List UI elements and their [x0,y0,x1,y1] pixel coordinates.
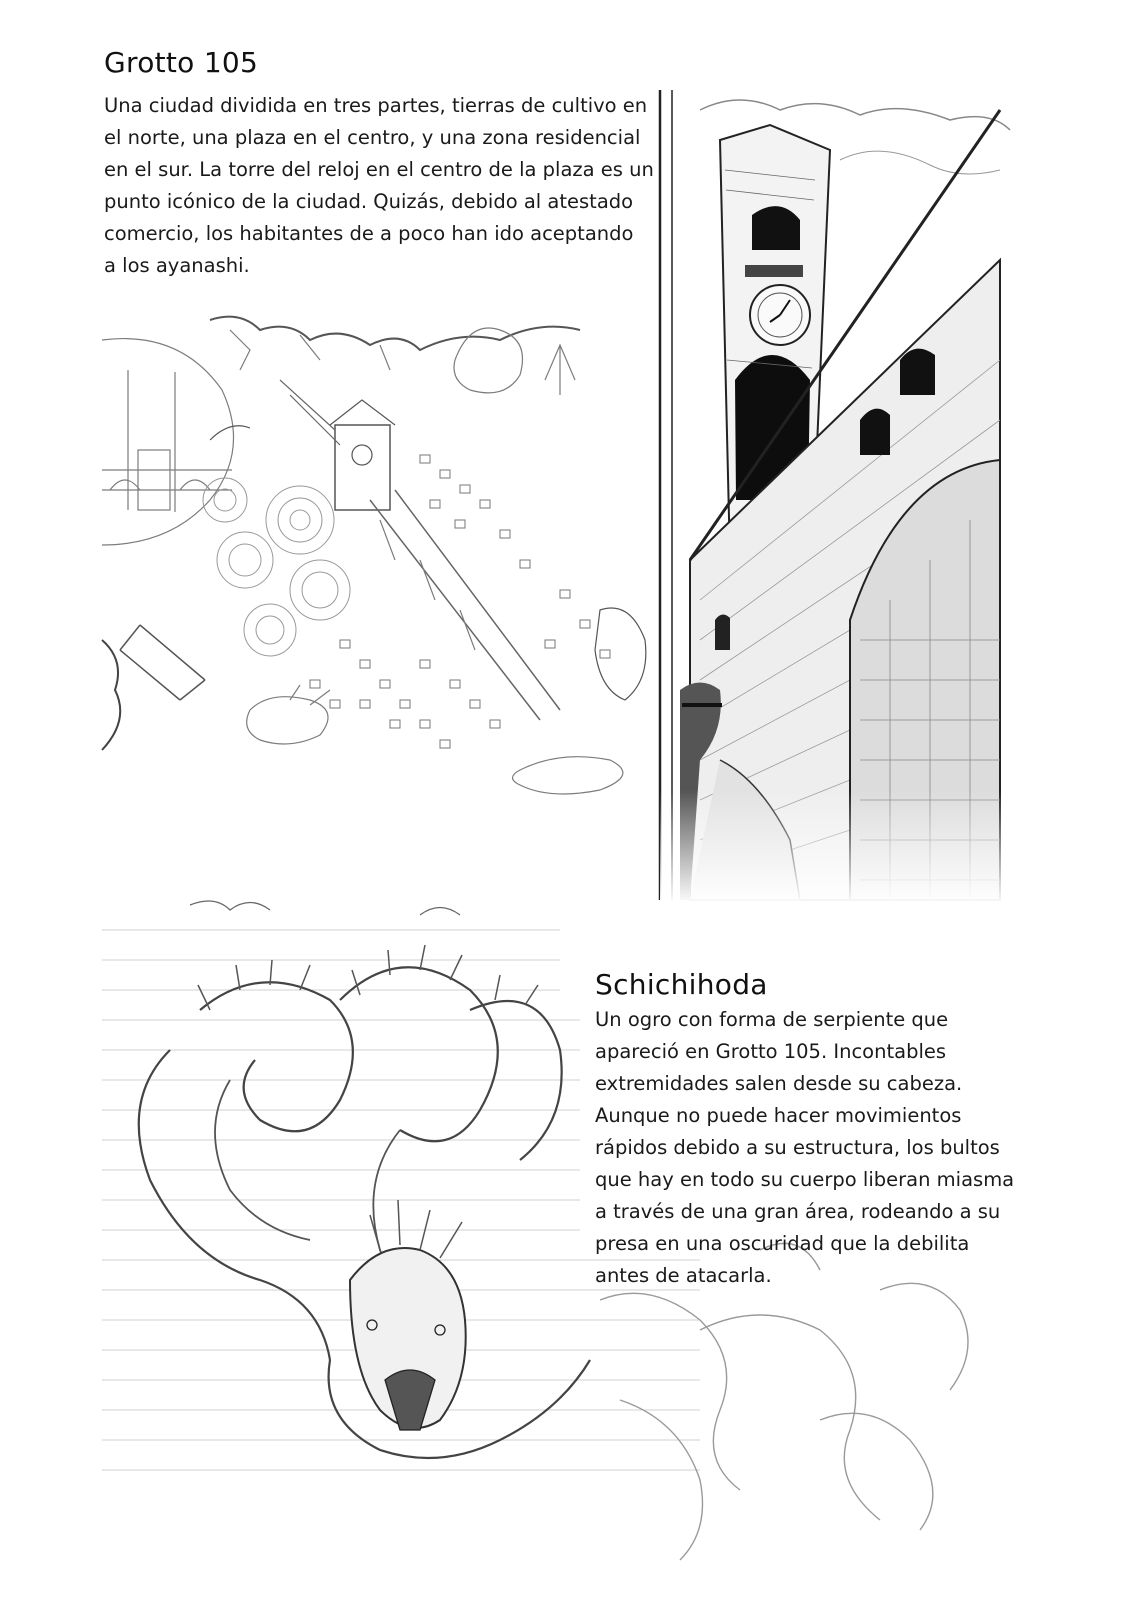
description-line: presa en una oscuridad que la debilita [595,1232,970,1255]
description-line: comercio, los habitantes de a poco han ido aceptando [104,222,634,245]
section-description-schichihoda [595,1004,1014,1292]
section-description-grotto [104,90,654,282]
section-title-grotto: Grotto 105 [104,46,259,79]
city-sketch-illustration [102,317,646,794]
description-line: a través de una gran área, rodeando a su [595,1200,1001,1223]
description-line: extremidades salen desde su cabeza. [595,1072,963,1095]
description-line: a los ayanashi. [104,254,250,277]
description-line: Un ogro con forma de serpiente que [595,1008,949,1031]
section-title-schichihoda: Schichihoda [595,968,768,1001]
clock-tower-illustration [660,90,1010,905]
description-line: Una ciudad dividida en tres partes, tierras de cultivo en [104,94,648,117]
description-line: rápidos debido a su estructura, los bultos [595,1136,1000,1159]
description-line: el norte, una plaza en el centro, y una zona residencial [104,126,641,149]
description-line: Aunque no puede hacer movimientos [595,1104,962,1127]
description-line: en el sur. La torre del reloj en el centro de la plaza es un [104,158,654,181]
description-line: punto icónico de la ciudad. Quizás, debido al atestado [104,190,634,213]
description-line: que hay en todo su cuerpo liberan miasma [595,1168,1015,1191]
description-line: antes de atacarla. [595,1264,772,1287]
description-line: apareció en Grotto 105. Incontables [595,1040,947,1063]
